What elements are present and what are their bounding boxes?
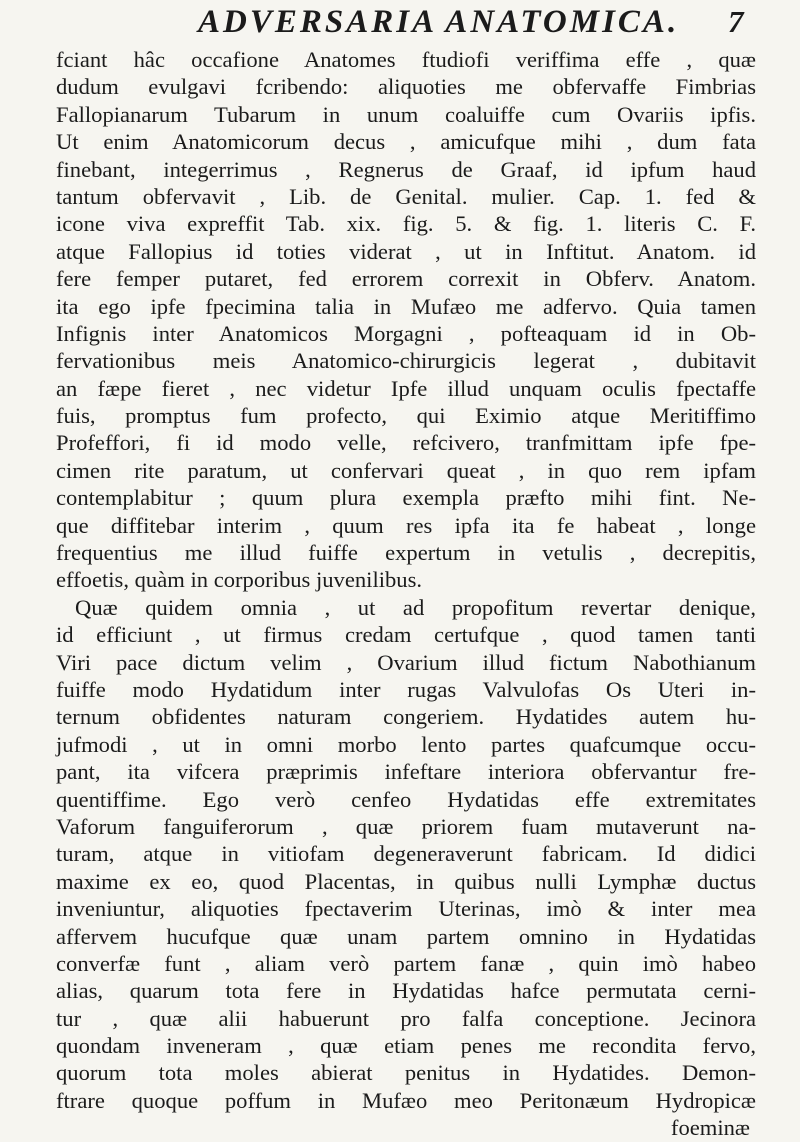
text-line: ternum obfidentes naturam congeriem. Hydatides autem hu- bbox=[56, 704, 756, 730]
text-line: affervem hucufque quæ unam partem omnino in Hydatidas bbox=[56, 923, 756, 949]
text-line: contemplabitur ; quum plura exempla præfto mihi fint. Ne- bbox=[56, 485, 756, 511]
text-line: alias, quarum tota fere in Hydatidas hafce permutata cerni- bbox=[56, 978, 756, 1004]
page-header bbox=[0, 4, 800, 44]
text-line: Vaforum fanguiferorum , quæ priorem fuam mutaverunt na- bbox=[56, 813, 756, 839]
text-line: fere femper putaret, fed errorem correxit in Obferv. Anatom. bbox=[56, 266, 756, 292]
text-line: tur , quæ alii habuerunt pro falfa conceptione. Jecinora bbox=[56, 1005, 756, 1031]
text-line: ftrare quoque poffum in Mufæo meo Peritonæum Hydropicæ bbox=[56, 1087, 756, 1113]
text-line: atque Fallopius id toties viderat , ut in Inftitut. Anatom. id bbox=[56, 238, 756, 264]
text-line: icone viva expreffit Tab. xix. fig. 5. & fig. 1. literis C. F. bbox=[56, 211, 756, 237]
text-line: Ut enim Anatomicorum decus , amicufque mihi , dum fata bbox=[56, 129, 756, 155]
text-line: pant, ita vifcera præprimis infeftare interiora obfervantur fre- bbox=[56, 759, 756, 785]
text-line: fervationibus meis Anatomico-chirurgicis legerat , dubitavit bbox=[56, 348, 756, 374]
text-line: frequentius me illud fuiffe expertum in vetulis , decrepitis, bbox=[56, 540, 756, 566]
text-line: fuis, promptus fum profecto, qui Eximio atque Meritiffimo bbox=[56, 403, 756, 429]
page-number: 7 bbox=[728, 4, 744, 39]
text-line: an fæpe fieret , nec videtur Ipfe illud unquam oculis fpectaffe bbox=[56, 375, 756, 401]
text-line: turam, atque in vitiofam degeneraverunt fabricam. Id didici bbox=[56, 841, 756, 867]
text-line: Fallopianarum Tubarum in unum coaluiffe cum Ovariis ipfis. bbox=[56, 101, 756, 127]
text-line: Profeffori, fi id modo velle, refcivero, tranfmittam ipfe fpe- bbox=[56, 430, 756, 456]
text-line: fciant hâc occafione Anatomes ftudiofi veriffima effe , quæ bbox=[56, 47, 756, 72]
text-line: Infignis inter Anatomicos Morgagni , pofteaquam id in Ob- bbox=[56, 320, 756, 346]
text-line: maxime ex eo, quod Placentas, in quibus nulli Lymphæ ductus bbox=[56, 868, 756, 894]
text-line: Viri pace dictum velim , Ovarium illud fictum Nabothianum bbox=[56, 649, 756, 675]
text-line: inveniuntur, aliquoties fpectaverim Uterinas, imò & inter mea bbox=[56, 896, 756, 922]
running-head: ADVERSARIA ANATOMICA. bbox=[198, 4, 680, 40]
text-line: cimen rite paratum, ut confervari queat , in quo rem ipfam bbox=[56, 457, 756, 483]
text-line: jufmodi , ut in omni morbo lento partes quafcumque occu- bbox=[56, 731, 756, 757]
text-line: ita ego ipfe fpecimina talia in Mufæo me adfervo. Quia tamen bbox=[56, 293, 756, 319]
text-line: id efficiunt , ut firmus credam certufque , quod tamen tanti bbox=[56, 622, 756, 648]
text-line: quorum tota moles abierat penitus in Hydatides. Demon- bbox=[56, 1060, 756, 1086]
text-line: tantum obfervavit , Lib. de Genital. mulier. Cap. 1. fed & bbox=[56, 183, 756, 209]
text-line: converfæ funt , aliam verò partem fanæ , quin imò habeo bbox=[56, 950, 756, 976]
text-line: dudum evulgavi fcribendo: aliquoties me obfervaffe Fimbrias bbox=[56, 74, 756, 100]
body-text bbox=[56, 46, 756, 1142]
paragraph-start-line: Quæ quidem omnia , ut ad propofitum revertar denique, bbox=[75, 594, 756, 620]
paragraph-end-line: effoetis, quàm in corporibus juvenilibus. bbox=[56, 567, 423, 593]
text-line: quondam inveneram , quæ etiam penes me recondita fervo, bbox=[56, 1033, 756, 1059]
catchword: foeminæ bbox=[670, 1115, 750, 1141]
text-line: que diffitebar interim , quum res ipfa ita fe habeat , longe bbox=[56, 512, 756, 538]
text-line: finebant, integerrimus , Regnerus de Graaf, id ipfum haud bbox=[56, 156, 756, 182]
text-line: fuiffe modo Hydatidum inter rugas Valvulofas Os Uteri in- bbox=[56, 676, 756, 702]
text-line: quentiffime. Ego verò cenfeo Hydatidas effe extremitates bbox=[56, 786, 756, 812]
